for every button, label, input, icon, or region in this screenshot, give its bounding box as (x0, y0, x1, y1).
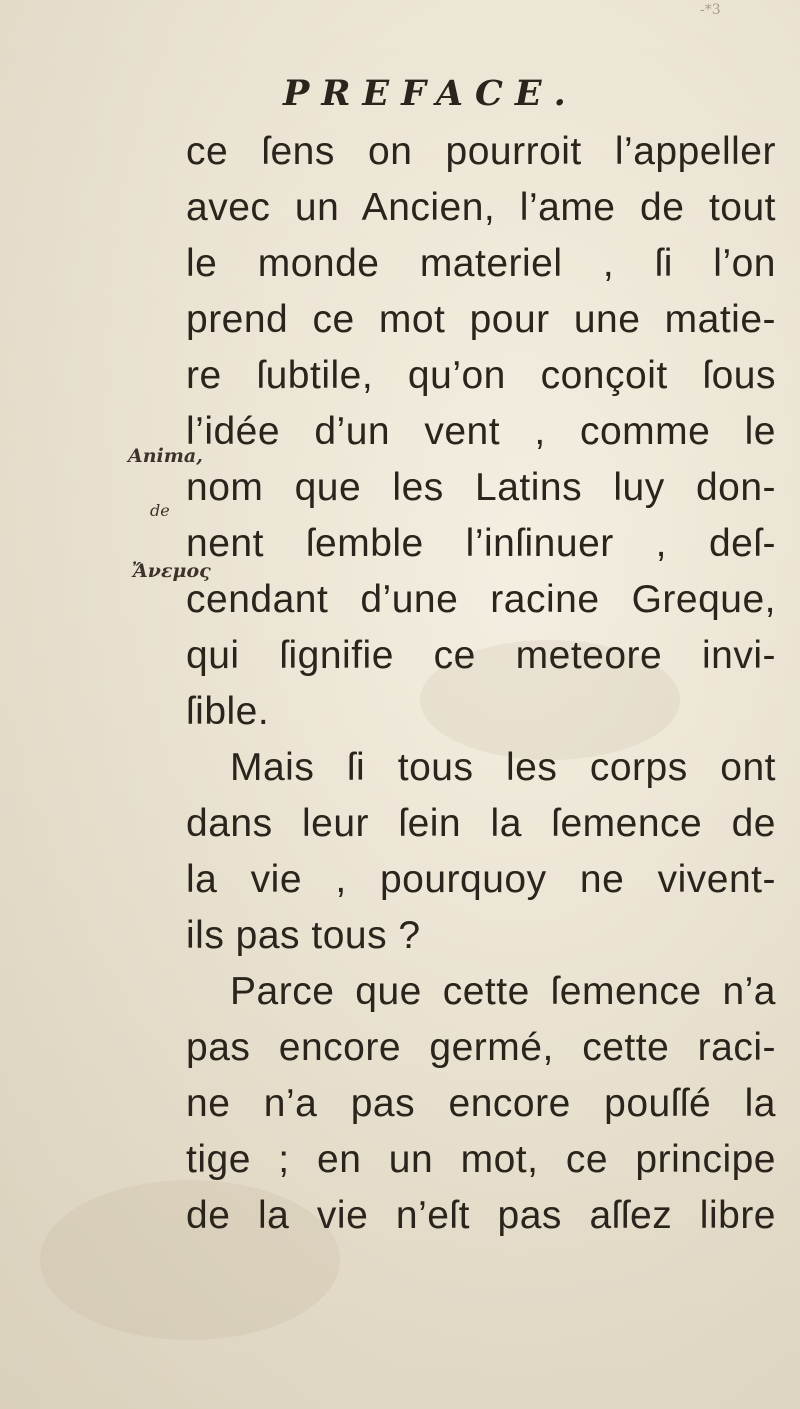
text-line: avec un Ancien, l’ame de tout (186, 186, 776, 229)
margin-note-de: de (150, 501, 170, 520)
text-line: de la vie n’eſt pas aſſez libre (186, 1194, 776, 1237)
text-line: dans leur ſein la ſemence de (186, 802, 776, 845)
text-line: cendant d’une racine Greque, (186, 578, 776, 621)
text-line: le monde materiel , ſi l’on (186, 242, 776, 285)
text-line: qui ſignifie ce meteore invi- (186, 634, 776, 677)
text-line: la vie , pourquoy ne vivent- (186, 858, 776, 901)
margin-note-anima: Anima, (128, 445, 203, 467)
text-line: l’idée d’un vent , comme le (186, 410, 776, 453)
text-line: pas encore germé, cette raci- (186, 1026, 776, 1069)
text-line: ils pas tous ? (186, 914, 421, 957)
text-line: nent ſemble l’inſinuer , deſ- (186, 522, 776, 565)
paragraph-start-line: Parce que cette ſemence n’a (230, 970, 776, 1013)
text-line: nom que les Latins luy don- (186, 466, 776, 509)
paragraph-start-line: Mais ſi tous les corps ont (230, 746, 776, 789)
text-line: tige ; en un mot, ce principe (186, 1138, 776, 1181)
body-text (186, 124, 776, 1244)
running-head: PREFACE. (283, 73, 578, 114)
folio-mark: -*3 (700, 2, 721, 18)
margin-note-anemos: Ἄνεμος (132, 560, 211, 582)
text-line: ſible. (186, 690, 270, 733)
text-line: prend ce mot pour une matie- (186, 298, 776, 341)
text-line: ce ſens on pourroit l’appeller (186, 130, 776, 173)
text-line: ne n’a pas encore pouſſé la (186, 1082, 776, 1125)
text-line: re ſubtile, qu’on conçoit ſous (186, 354, 776, 397)
